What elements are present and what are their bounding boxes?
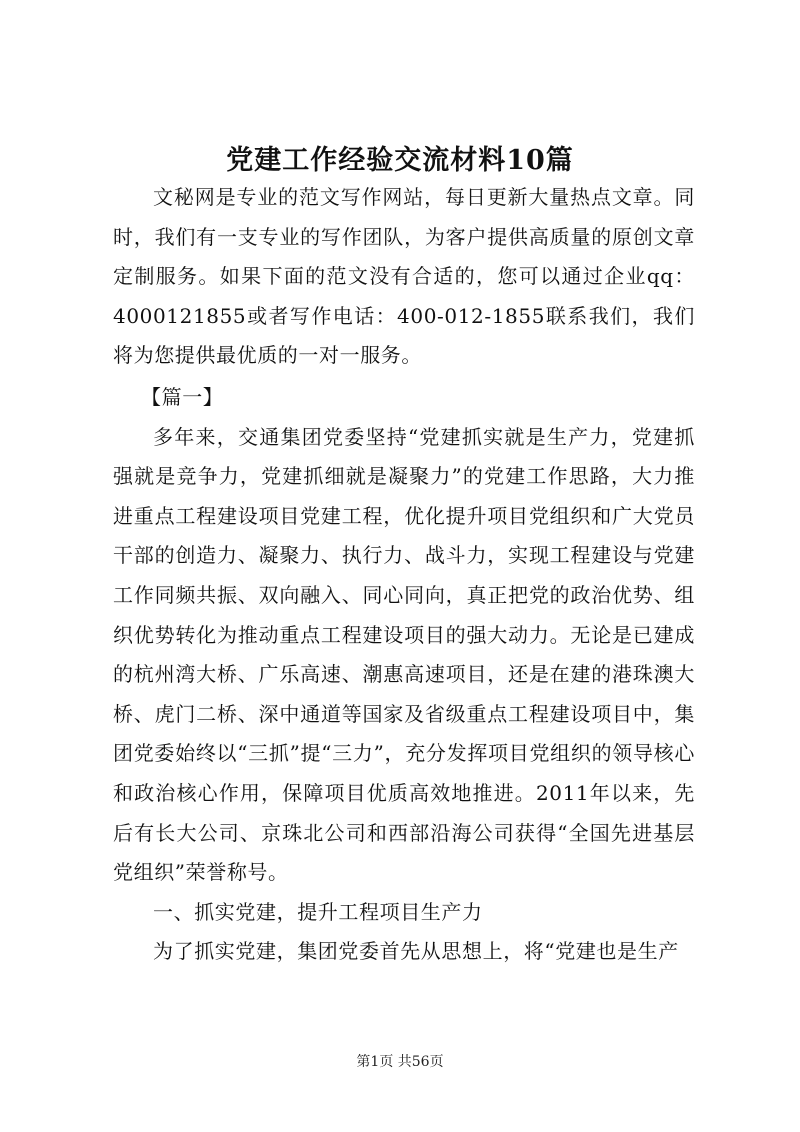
section-subheading: 一、抓实党建，提升工程项目生产力 <box>153 899 483 924</box>
body-paragraph: 多年来，交通集团党委坚持“党建抓实就是生产力，党建抓强就是竞争力，党建抓细就是凝聚力”的党建工作思路，大力推进重点工程建设项目党建工程，优化提升项目党组织和广大党员干部的创造力、凝聚力、执行力、战斗力，实现工程建设与党建工作同频共振、双向融入、同心同向，真正把党的政治优势、组织优势转化为推动重点工程建设项目的强大动力。无论是已建成的杭州湾大桥、广乐高速、潮惠高速项目，还是在建的港珠澳大桥、虎门二桥、深中通道等国家及省级重点工程建设项目中，集团党委始终以“三抓”提“三力”，充分发挥项目党组织的领导核心和政治核心作用，保障项目优质高效地推进。2011年以来，先后有长大公司、京珠北公司和西部沿海公司获得“全国先进基层党组织”荣誉称号。 <box>113 424 695 885</box>
body-paragraph-continued: 为了抓实党建，集团党委首先从思想上，将“党建也是生产 <box>153 939 679 964</box>
document-body <box>113 178 695 972</box>
page-footer: 第1页 共56页 <box>356 1054 444 1070</box>
document-title: 党建工作经验交流材料10篇 <box>226 145 574 176</box>
section-heading-part-one: 【篇一】 <box>141 384 224 409</box>
intro-paragraph: 文秘网是专业的范文写作网站，每日更新大量热点文章。同时，我们有一支专业的写作团队，为客户提供高质量的原创文章定制服务。如果下面的范文没有合适的，您可以通过企业qq：4000121855或者写作电话：400-012-1855联系我们，我们将为您提供最优质的一对一服务。 <box>113 185 695 368</box>
